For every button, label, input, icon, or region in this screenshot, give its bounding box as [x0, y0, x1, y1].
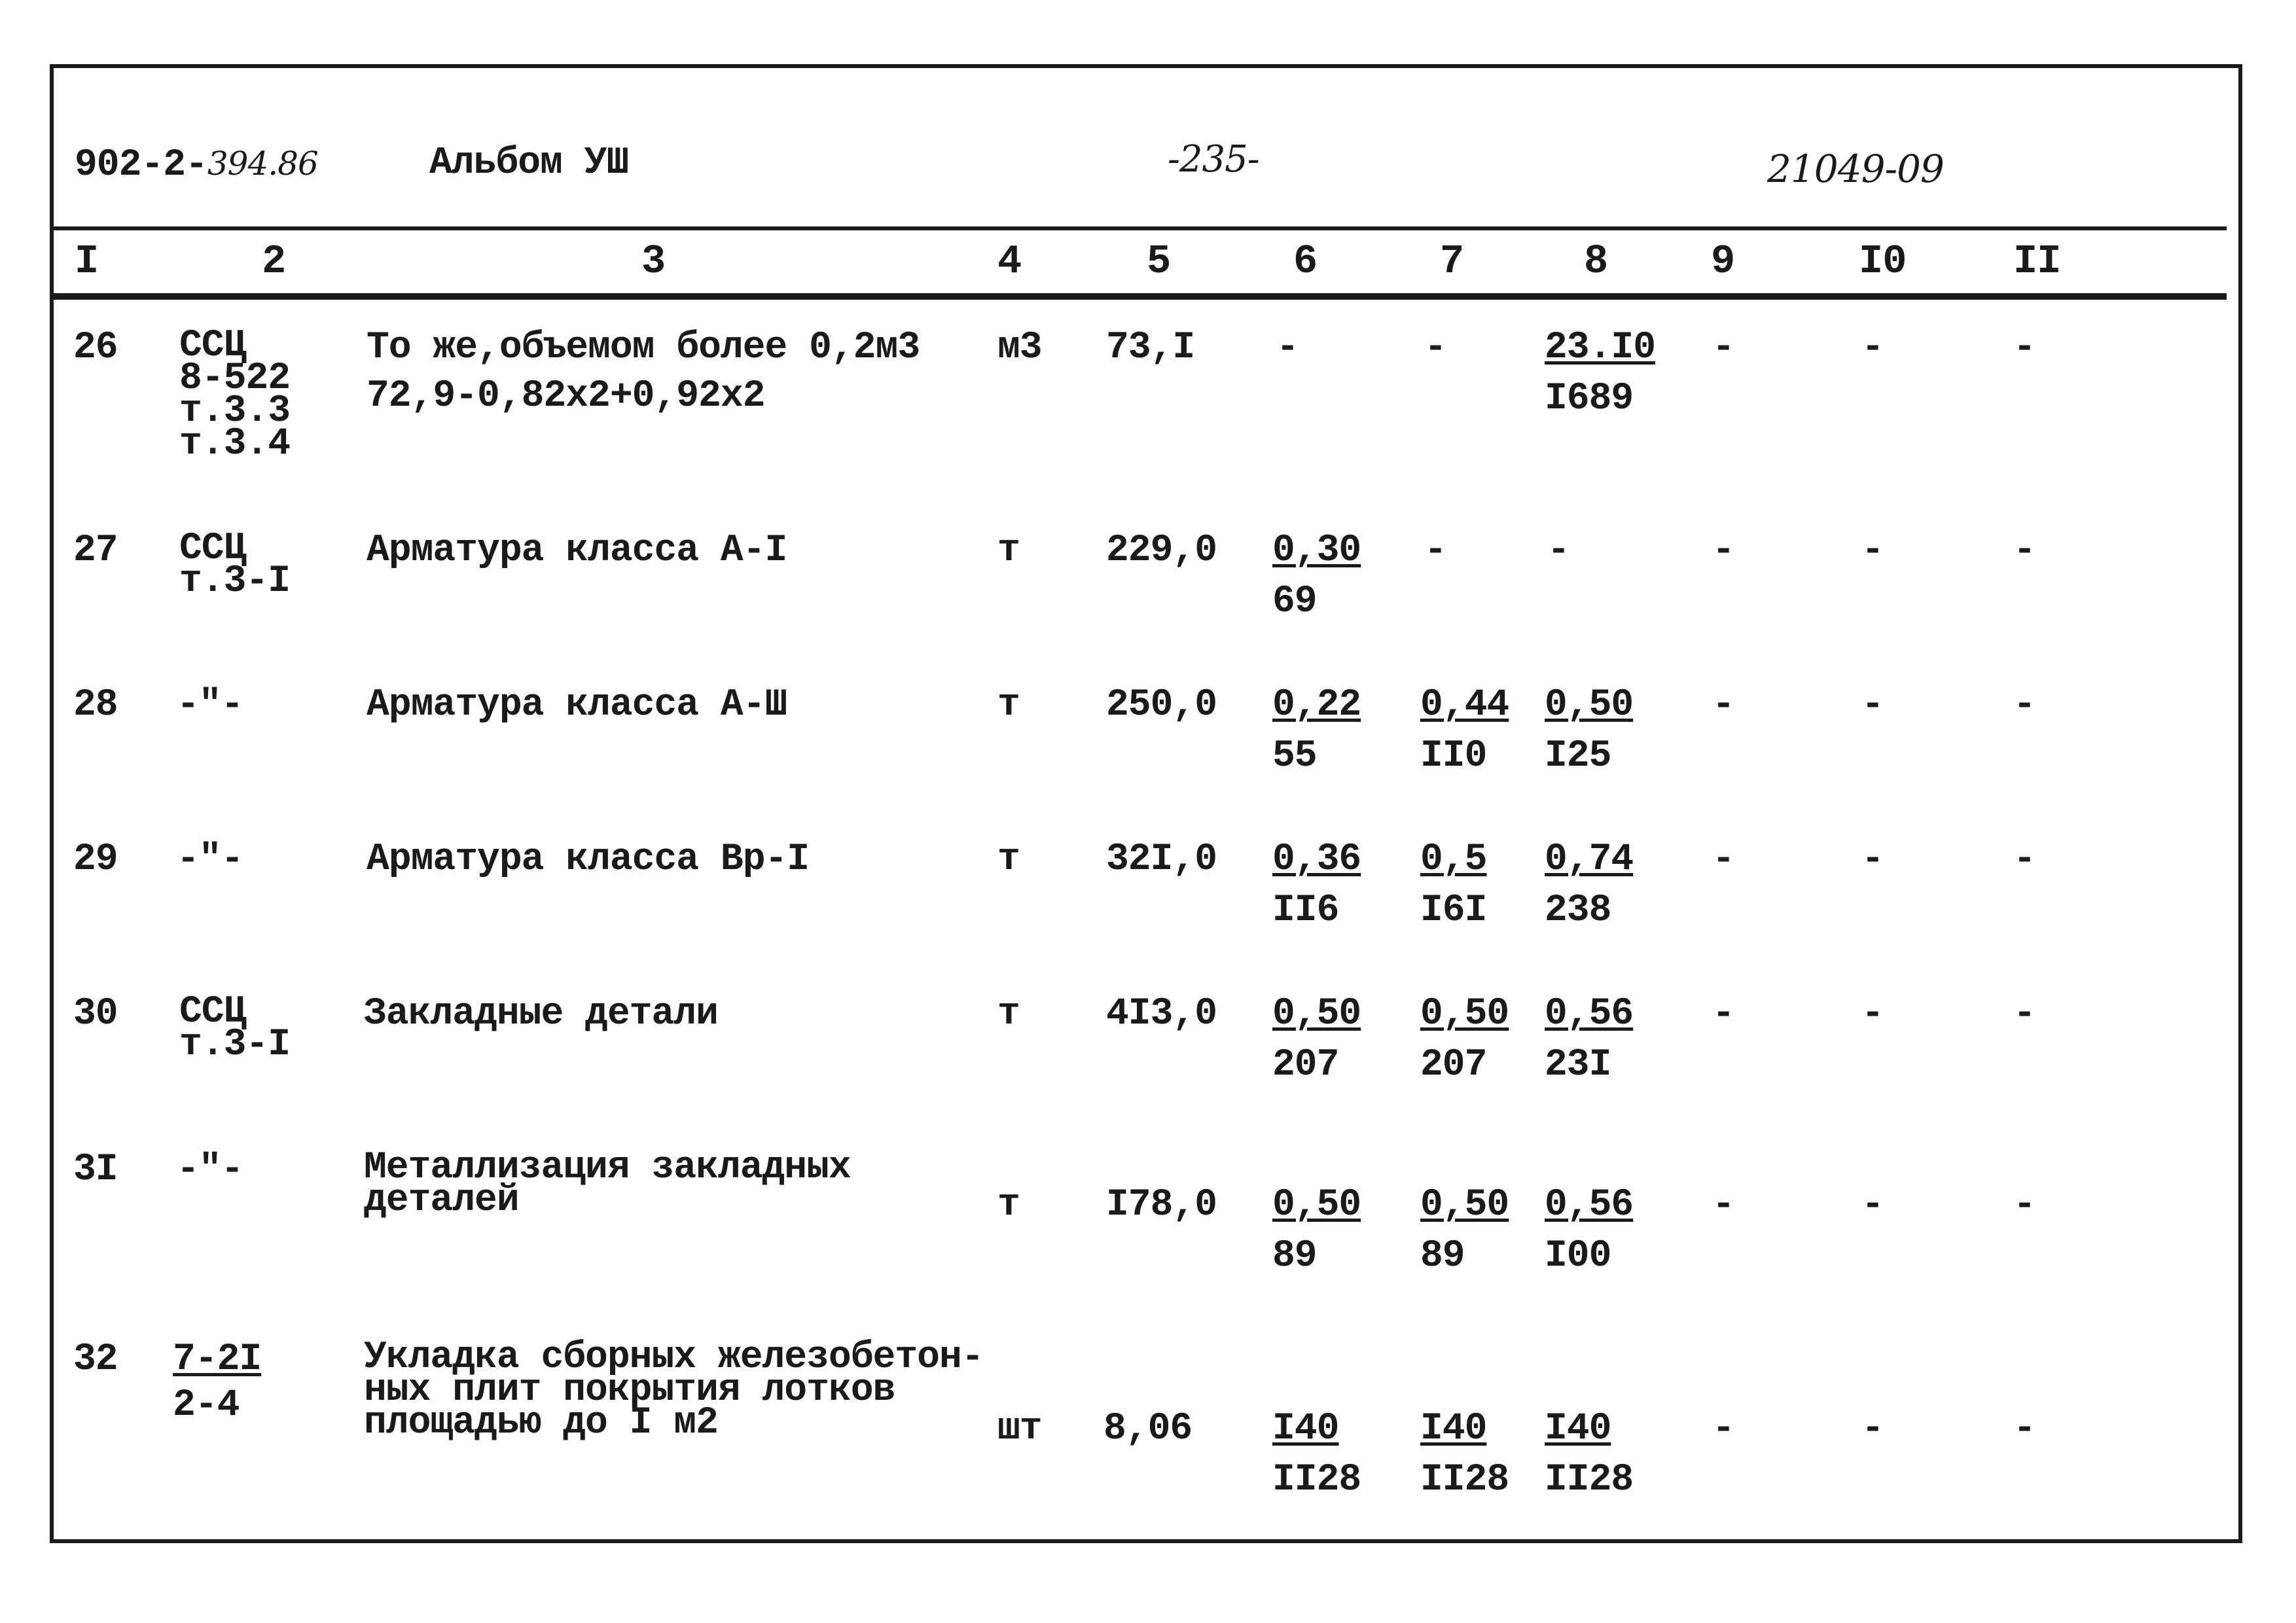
column-header: 3 — [641, 238, 666, 285]
fraction-denominator: II6 — [1272, 889, 1339, 932]
row-col11: - — [2013, 1408, 2036, 1450]
row-col7 — [1420, 993, 1509, 1086]
row-price: 4I3,0 — [1106, 993, 1217, 1035]
fraction-numerator: 0,22 — [1272, 684, 1361, 726]
row-col8 — [1545, 1408, 1633, 1501]
row-col8 — [1545, 327, 1655, 420]
row-col10: - — [1861, 529, 1884, 572]
row-col10: - — [1861, 684, 1884, 726]
row-col9: - — [1712, 1184, 1734, 1226]
row-unit: м3 — [997, 327, 1042, 369]
column-header: 6 — [1293, 238, 1318, 285]
row-code: -"- — [177, 1149, 243, 1191]
row-col6 — [1272, 1185, 1361, 1277]
row-col6 — [1272, 685, 1361, 777]
fraction-denominator: I00 — [1545, 1235, 1611, 1277]
page-number: -235- — [1168, 138, 1259, 181]
fraction-denominator: II28 — [1545, 1459, 1634, 1501]
row-col11: - — [2013, 684, 2036, 726]
row-code: -"- — [177, 684, 243, 726]
row-name: Закладные детали — [364, 993, 718, 1035]
row-code: ССЦ 8-522 т.3.3 т.3.4 — [179, 325, 291, 465]
row-col8 — [1545, 993, 1633, 1086]
row-unit: т — [997, 993, 1020, 1035]
row-col8 — [1545, 685, 1633, 777]
fraction-numerator: 0,56 — [1545, 993, 1634, 1035]
fraction-denominator: I689 — [1545, 378, 1634, 420]
fraction-denominator: 207 — [1420, 1044, 1487, 1086]
row-col6 — [1272, 1408, 1361, 1501]
row-number: 3I — [73, 1149, 118, 1191]
row-col7 — [1420, 685, 1509, 777]
row-col7: - — [1424, 327, 1446, 369]
row-number: 32 — [73, 1338, 118, 1381]
row-col10: - — [1861, 993, 1884, 1035]
column-header: II — [2013, 238, 2061, 285]
fraction-denominator: 207 — [1272, 1044, 1339, 1086]
column-header: 9 — [1711, 238, 1735, 285]
fraction-numerator: 0,74 — [1545, 838, 1634, 881]
row-price: 250,0 — [1106, 684, 1217, 726]
fraction-denominator: I25 — [1545, 735, 1611, 777]
row-col9: - — [1712, 684, 1734, 726]
row-price: I78,0 — [1106, 1184, 1217, 1226]
row-code — [173, 1339, 261, 1427]
fraction-numerator: 0,44 — [1420, 684, 1509, 726]
fraction-numerator: 0,30 — [1272, 529, 1361, 572]
row-col7 — [1420, 1408, 1509, 1501]
fraction-denominator: 238 — [1545, 889, 1611, 932]
row-col6 — [1272, 839, 1361, 932]
row-col11: - — [2013, 327, 2036, 369]
fraction-numerator: 0,5 — [1420, 838, 1487, 881]
row-unit: т — [997, 838, 1020, 881]
fraction-numerator: 7-2I — [173, 1338, 262, 1381]
doc-code-printed: 902-2- — [75, 144, 207, 187]
row-price: 32I,0 — [1106, 838, 1217, 881]
row-col7 — [1420, 1185, 1509, 1277]
row-col11: - — [2013, 993, 2036, 1035]
fraction-denominator: 69 — [1272, 580, 1317, 623]
row-col11: - — [2013, 1184, 2036, 1226]
fraction-numerator: 23.I0 — [1545, 327, 1656, 369]
doc-code-handwritten: 394.86 — [207, 145, 318, 183]
row-col6 — [1272, 530, 1361, 623]
row-unit: шт — [997, 1408, 1042, 1450]
row-col10: - — [1861, 838, 1884, 881]
row-name: То же,объемом более 0,2м3 — [367, 327, 920, 369]
column-header: 7 — [1440, 238, 1464, 285]
fraction-denominator: 55 — [1272, 735, 1317, 777]
row-number: 26 — [73, 327, 118, 369]
fraction-numerator: 0,50 — [1420, 993, 1509, 1035]
row-col9: - — [1712, 1408, 1734, 1450]
row-col10: - — [1861, 1408, 1884, 1450]
row-unit: т — [997, 684, 1020, 726]
doc-code — [75, 143, 318, 187]
row-code: ССЦ т.3-I — [179, 527, 291, 603]
row-col8 — [1545, 1185, 1633, 1277]
row-name: Арматура класса А-I — [367, 529, 787, 572]
page-frame — [50, 64, 2242, 1543]
fraction-denominator: 2-4 — [173, 1384, 240, 1427]
row-number: 27 — [73, 529, 118, 572]
row-col10: - — [1861, 327, 1884, 369]
fraction-numerator: 0,50 — [1272, 993, 1361, 1035]
column-header: I0 — [1859, 238, 1907, 285]
row-col6 — [1272, 993, 1361, 1086]
row-unit: т — [997, 1184, 1020, 1226]
column-header: 2 — [262, 238, 286, 285]
fraction-numerator: I40 — [1420, 1408, 1487, 1450]
row-number: 28 — [73, 684, 118, 726]
sheet-code: 21049-09 — [1767, 147, 1944, 191]
row-price: 229,0 — [1106, 529, 1217, 572]
row-name-formula: 72,9-0,82x2+0,92x2 — [367, 375, 765, 418]
row-code: ССЦ т.3-I — [179, 991, 291, 1066]
fraction-numerator: 0,56 — [1545, 1184, 1634, 1226]
row-col7: - — [1424, 529, 1446, 572]
fraction-denominator: I6I — [1420, 889, 1487, 932]
row-col7 — [1420, 839, 1486, 932]
row-col9: - — [1712, 529, 1734, 572]
row-price: 73,I — [1106, 327, 1195, 369]
row-name: Арматура класса А-Ш — [367, 684, 787, 726]
column-header: 4 — [997, 238, 1022, 285]
row-price: 8,06 — [1103, 1408, 1193, 1450]
header-rule-bottom — [54, 293, 2227, 300]
fraction-numerator: 0,36 — [1272, 838, 1361, 881]
row-number: 29 — [73, 838, 118, 881]
fraction-numerator: 0,50 — [1272, 1184, 1361, 1226]
row-col10: - — [1861, 1184, 1884, 1226]
column-header: 5 — [1147, 238, 1171, 285]
album-label: Альбом УШ — [429, 142, 629, 185]
fraction-denominator: 89 — [1420, 1235, 1465, 1277]
row-col9: - — [1712, 838, 1734, 881]
row-col11: - — [2013, 838, 2036, 881]
header-rule-top — [54, 226, 2227, 230]
row-name: Укладка сборных железобетон- ных плит покрытия лотков площадью до I м2 — [364, 1336, 984, 1444]
fraction-denominator: II28 — [1272, 1459, 1361, 1501]
row-col9: - — [1712, 327, 1734, 369]
row-name: Арматура класса Вр-I — [367, 838, 810, 881]
row-col9: - — [1712, 993, 1734, 1035]
fraction-numerator: I40 — [1545, 1408, 1611, 1450]
column-header: I — [75, 238, 99, 285]
column-header: 8 — [1584, 238, 1608, 285]
fraction-numerator: 0,50 — [1420, 1184, 1509, 1226]
row-unit: т — [997, 529, 1020, 572]
fraction-denominator: 23I — [1545, 1044, 1611, 1086]
row-number: 30 — [73, 993, 118, 1035]
row-name: Металлизация закладных деталей — [364, 1147, 851, 1222]
fraction-denominator: II28 — [1420, 1459, 1509, 1501]
fraction-denominator: 89 — [1272, 1235, 1317, 1277]
fraction-numerator: I40 — [1272, 1408, 1339, 1450]
row-col11: - — [2013, 529, 2036, 572]
fraction-denominator: II0 — [1420, 735, 1487, 777]
row-code: -"- — [177, 838, 243, 881]
row-col6: - — [1276, 327, 1299, 369]
row-col8 — [1545, 839, 1633, 932]
row-col8: - — [1547, 529, 1570, 572]
fraction-numerator: 0,50 — [1545, 684, 1634, 726]
